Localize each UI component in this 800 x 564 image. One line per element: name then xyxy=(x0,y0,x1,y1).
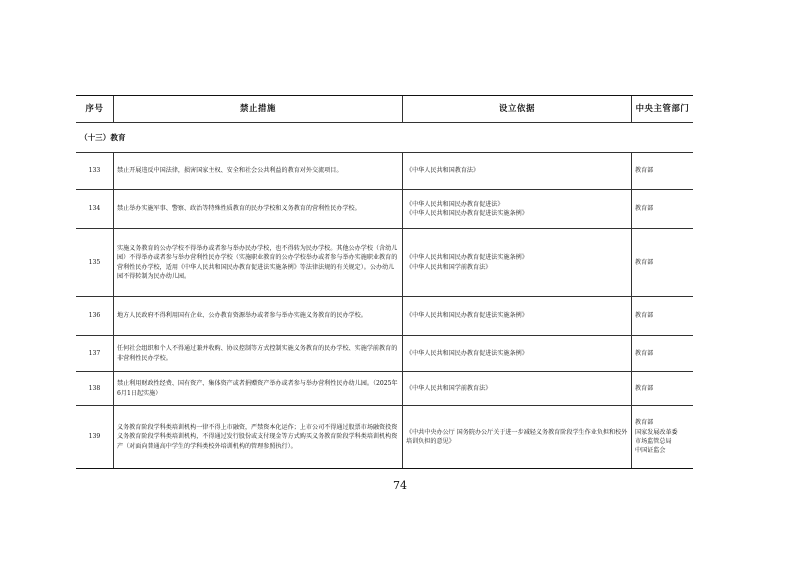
row-number: 136 xyxy=(76,297,114,335)
row-measure: 地方人民政府不得利用国有企业、公办教育资源举办或者参与举办实施义务教育的民办学校。 xyxy=(117,312,367,320)
row-basis: 《中华人民共和国民办教育促进法》 《中华人民共和国民办教育促进法实施条例》 xyxy=(406,200,528,217)
row-measure: 实施义务教育的公办学校不得举办或者参与举办民办学校，也不得转为民办学校。其他公办学校（含幼儿园）不得举办或者参与举办营利性民办学校（实施职业教育的公办学校举办或者参与举办实施职业教育的营利性民办学校，适用《中华人民共和国民办教育促进法实施条例》等法律法规的有关规定）。公办幼儿园不得转制为民办幼儿园。 xyxy=(117,244,398,280)
table-row xyxy=(76,336,693,372)
row-number: 138 xyxy=(76,372,114,405)
table-row xyxy=(76,229,693,297)
row-number: 134 xyxy=(76,190,114,228)
row-measure: 任何社会组织和个人不得通过兼并收购、协议控制等方式控制实施义务教育的民办学校、实施学前教育的非营利性民办学校。 xyxy=(117,345,398,362)
table-row xyxy=(76,153,693,190)
row-basis: 《中华人民共和国民办教育促进法实施条例》 《中华人民共和国学前教育法》 xyxy=(406,254,528,271)
row-number: 139 xyxy=(76,406,114,468)
row-measure: 义务教育阶段学科类培训机构一律不得上市融资，严禁资本化运作；上市公司不得通过股票市场融资投资义务教育阶段学科类培训机构，不得通过发行股份或支付现金等方式购买义务教育阶段学科类培训机构资产（对面向普通高中学生的学科类校外培训机构的管理参照执行）。 xyxy=(117,424,398,450)
row-measure: 禁止利用财政性经费、国有资产、集体资产或者捐赠资产举办或者参与举办营利性民办幼儿园。（2025年6月1日起实施） xyxy=(117,380,398,397)
row-basis: 《中共中央办公厅 国务院办公厅关于进一步减轻义务教育阶段学生作业负担和校外培训负担的意见》 xyxy=(406,428,628,445)
header-measure: 禁止措施 xyxy=(114,96,403,122)
table-row xyxy=(76,406,693,468)
table-row xyxy=(76,372,693,406)
table-header-row xyxy=(76,96,693,123)
row-dept: 教育部 xyxy=(635,205,654,213)
row-measure: 禁止举办实施军事、警察、政治等特殊性质教育的民办学校和义务教育的营利性民办学校。 xyxy=(117,205,361,213)
header-basis: 设立依据 xyxy=(403,96,632,122)
row-dept: 教育部 xyxy=(635,384,654,392)
row-dept: 教育部 xyxy=(635,167,654,175)
row-basis: 《中华人民共和国民办教育促进法实施条例》 xyxy=(406,312,528,320)
table-row xyxy=(76,190,693,229)
row-basis: 《中华人民共和国学前教育法》 xyxy=(406,384,492,392)
row-dept: 教育部 xyxy=(635,349,654,357)
row-basis: 《中华人民共和国民办教育促进法实施条例》 xyxy=(406,349,528,357)
header-num: 序号 xyxy=(76,96,114,122)
table-row xyxy=(76,297,693,336)
header-dept: 中央主管部门 xyxy=(635,103,690,114)
measures-table xyxy=(76,95,693,469)
row-number: 133 xyxy=(76,153,114,189)
row-dept: 教育部 xyxy=(635,258,654,266)
row-measure: 禁止开展违反中国法律，损害国家主权、安全和社会公共利益的教育对外交流项目。 xyxy=(117,167,343,175)
row-dept: 教育部 xyxy=(635,312,654,320)
row-dept: 教育部 国家发展改革委 市场监管总局 中国证监会 xyxy=(635,419,678,455)
row-number: 135 xyxy=(76,229,114,296)
page-number: 74 xyxy=(393,479,407,492)
row-number: 137 xyxy=(76,336,114,371)
section-title: （十三）教育 xyxy=(76,123,693,153)
row-basis: 《中华人民共和国教育法》 xyxy=(406,167,480,175)
